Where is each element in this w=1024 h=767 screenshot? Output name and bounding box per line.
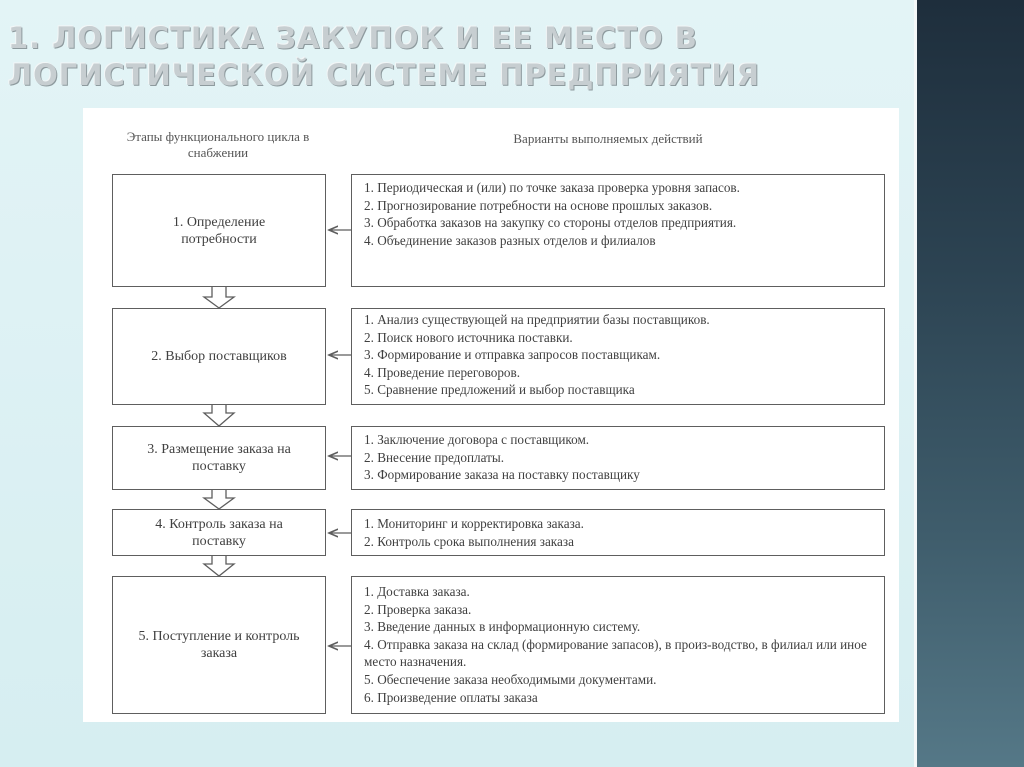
flow-arrow-2-3: [204, 405, 234, 426]
stage-box-5: [112, 576, 326, 714]
action-item: 4. Проведение переговоров.: [364, 364, 521, 380]
action-item: 1. Заключение договора с поставщиком.: [364, 432, 590, 447]
actions-box-1: [351, 174, 885, 287]
action-item: 1. Анализ существующей на предприятии базы поставщиков.: [364, 312, 710, 327]
slide-title-line-1: 1. ЛОГИСТИКА ЗАКУПОК И ЕЕ МЕСТО В: [8, 21, 698, 55]
action-item: 3. Введение данных в информационную систему.: [364, 619, 641, 635]
action-item: 5. Обеспечение заказа необходимыми документами.: [364, 671, 657, 687]
stage-label: 2. Выбор поставщиков: [151, 349, 287, 364]
slide-title-line-2: ЛОГИСТИЧЕСКОЙ СИСТЕМЕ ПРЕДПРИЯТИЯ: [8, 58, 760, 92]
action-item: 1. Доставка заказа.: [364, 584, 470, 599]
actions-box-2: [351, 308, 885, 405]
flow-arrow-1-2: [204, 287, 234, 308]
action-item: 3. Формирование заказа на поставку поставщику: [364, 467, 640, 483]
stage-label: 5. Поступление и контроль заказа: [138, 629, 300, 661]
slide-title: [8, 20, 888, 94]
stage-label: 1. Определение потребности: [172, 214, 266, 247]
action-item: 6. Произведение оплаты заказа: [364, 689, 538, 705]
actions-box-4: [351, 509, 885, 556]
action-item: 4. Отправка заказа на склад (формирование запасов), в произ-водство, в филиал или иное место назначения.: [364, 636, 871, 670]
actions-box-5: [351, 576, 885, 714]
stage-box-3: [112, 426, 326, 490]
left-column-header: Этапы функционального цикла в снабжении: [126, 129, 310, 160]
action-item: 2. Внесение предоплаты.: [364, 449, 505, 465]
stage-label: 3. Размещение заказа на поставку: [147, 442, 291, 474]
action-item: 1. Периодическая и (или) по точке заказа проверка уровня запасов.: [364, 180, 740, 195]
action-item: 2. Прогнозирование потребности на основе прошлых заказов.: [364, 197, 713, 213]
stage-label: 4. Контроль заказа на поставку: [155, 516, 283, 549]
right-column-header: Варианты выполняемых действий: [513, 131, 703, 146]
action-item: 3. Формирование и отправка запросов поставщикам.: [364, 347, 661, 363]
flow-arrow-3-4: [204, 490, 234, 509]
procurement-cycle-diagram: [83, 108, 899, 722]
action-item: 2. Контроль срока выполнения заказа: [364, 533, 574, 549]
action-item: 1. Мониторинг и корректировка заказа.: [364, 516, 584, 531]
stage-box-2: [112, 308, 326, 405]
action-item: 2. Поиск нового источника поставки.: [364, 329, 573, 345]
action-item: 2. Проверка заказа.: [364, 601, 472, 617]
decorative-side-panel: [914, 0, 1024, 767]
action-item: 4. Объединение заказов разных отделов и филиалов: [364, 232, 656, 248]
actions-box-3: [351, 426, 885, 490]
stage-box-1: [112, 174, 326, 287]
action-item: 3. Обработка заказов на закупку со стороны отделов предприятия.: [364, 215, 737, 231]
feedback-arrows: [329, 230, 351, 646]
flow-arrow-4-5: [204, 556, 234, 576]
stage-box-4: [112, 509, 326, 556]
action-item: 5. Сравнение предложений и выбор поставщика: [364, 382, 635, 398]
